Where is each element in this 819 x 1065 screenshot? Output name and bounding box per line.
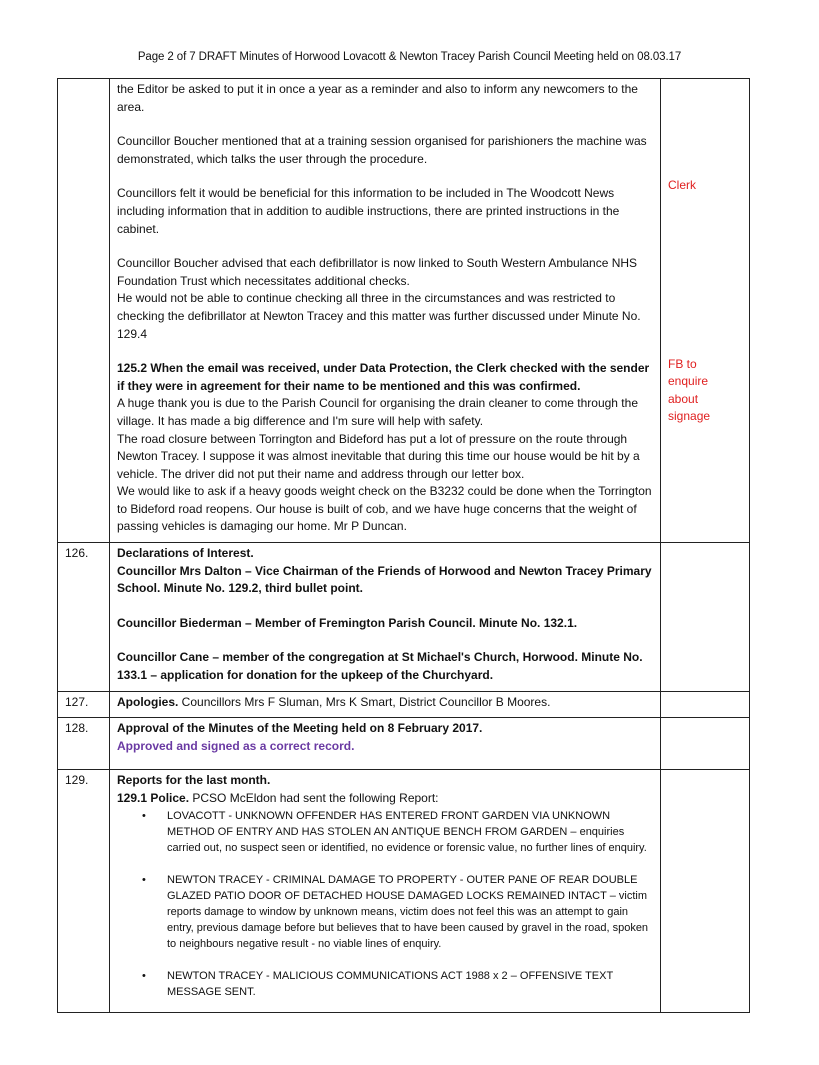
action-cell [661,691,750,718]
police-report-list [117,808,654,1000]
list-item: • NEWTON TRACEY - CRIMINAL DAMAGE TO PROPERTY - OUTER PANE OF REAR DOUBLE GLAZED PATIO DOOR OF DETACHED HOUSE DAMAGED LOCKS REMAINED INTACT – victim reports damage to window by unknown means, victim does not feel this was an attempt to gain entry, previous damage before but believes that to have been caused by gravel in the road, spoken to neighbours negative result - no viable lines of enquiry. [142,873,649,950]
minute-number-cell [58,79,110,543]
minute-body-cell [110,691,661,718]
action-clerk: Clerk [668,178,697,192]
declaration-dalton: Councillor Mrs Dalton – Vice Chairman of the Friends of Horwood and Newton Tracey Primary School. Minute No. 129.2, third bullet point. [117,563,652,596]
apologies-line: Apologies. Councillors Mrs F Sluman, Mrs K Smart, District Councillor B Moores. [117,694,551,709]
list-item: • NEWTON TRACEY - MALICIOUS COMMUNICATIONS ACT 1988 x 2 – OFFENSIVE TEXT MESSAGE SENT. [142,969,613,998]
minute-body-cell [110,770,661,1012]
minute-row-129 [58,770,750,1012]
minute-number: 127. [58,691,110,718]
declaration-biederman: Councillor Biederman – Member of Fremington Parish Council. Minute No. 132.1. [117,615,578,630]
page-header: Page 2 of 7 DRAFT Minutes of Horwood Lovacott & Newton Tracey Parish Council Meeting held on 08.03.17 [137,51,682,63]
minute-body-cell [110,543,661,692]
police-report-intro: 129.1 Police. PCSO McEldon had sent the following Report: [117,791,439,805]
action-cell [661,79,750,543]
minute-number: 126. [58,543,110,692]
minute-number: 128. [58,718,110,770]
minute-title: Approval of the Minutes of the Meeting held on 8 February 2017. [117,721,483,736]
body-paragraph: Councillor Boucher advised that each defibrillator is now linked to South Western Ambulance NHS Foundation Trust which necessitates additional checks. [117,256,638,288]
letter-paragraph: We would like to ask if a heavy goods weight check on the B3232 could be done when the Torrington to Bideford road reopens. Our house is built of cob, and we have huge concerns that the weight of passing vehicles is damaging our home. Mr P Duncan. [117,484,652,534]
action-cell [661,543,750,692]
list-item: • LOVACOTT - UNKNOWN OFFENDER HAS ENTERED FRONT GARDEN VIA UNKNOWN METHOD OF ENTRY AND HAS STOLEN AN ANTIQUE BENCH FROM GARDEN – enquiries carried out, no suspect seen or identified, no evidence or forensic value, no further lines of enquiry. [142,809,647,854]
body-paragraph: Councillors felt it would be beneficial for this information to be included in The Woodcott News including information that in addition to audible instructions, there are printed instructions in the cabinet. [117,186,620,236]
body-paragraph: the Editor be asked to put it in once a year as a reminder and also to inform any newcomers to the area. [117,82,638,114]
approval-status: Approved and signed as a correct record. [117,738,355,753]
action-fb-signage: FB to enquire about signage [668,356,711,424]
action-cell [661,770,750,1012]
minute-title: Reports for the last month. [117,773,271,788]
body-paragraph: Councillor Boucher mentioned that at a training session organised for parishioners the machine was demonstrated, which talks the user through the procedure. [117,134,647,166]
letter-paragraph: The road closure between Torrington and Bideford has put a lot of pressure on the route through Newton Tracey. I suppose it was almost inevitable that during this time our house would be hit by a vehicle. The driver did not put their name and address through our letter box. [117,431,640,481]
action-cell [661,718,750,770]
minute-row-127 [58,691,750,718]
body-paragraph: He would not be able to continue checking all three in the circumstances and was restricted to checking the defibrillator at Newton Tracey and this matter was further discussed under Minute No. 129.4 [117,291,641,341]
minute-body-cell [110,79,661,543]
minutes-table [57,78,750,1013]
declaration-cane: Councillor Cane – member of the congregation at St Michael's Church, Horwood. Minute No. 133.1 – application for donation for the upkeep of the Churchyard. [117,650,643,683]
minute-number: 129. [58,770,110,1012]
minute-body-cell [110,718,661,770]
minute-title: Declarations of Interest. [117,546,254,561]
minute-row-128 [58,718,750,770]
minute-row-continuation [58,79,750,543]
minute-125-2-bold: 125.2 When the email was received, under Data Protection, the Clerk checked with the sender if they were in agreement for their name to be mentioned and this was confirmed. [117,361,650,393]
letter-paragraph: A huge thank you is due to the Parish Council for organising the drain cleaner to come through the village. It has made a big difference and I'm sure will help with safety. [117,396,638,428]
minute-row-126 [58,543,750,692]
